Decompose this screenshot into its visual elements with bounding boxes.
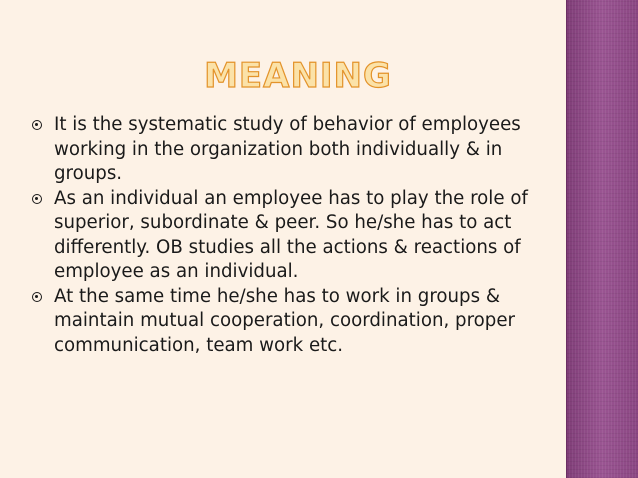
bullet-text: As an individual an employee has to play the role of superior, subordinate & peer. So he/she has to act differently. OB studies all the actions & reactions of employee as an individual. [54, 187, 528, 282]
sidebar-divider [566, 0, 567, 478]
bullet-item [32, 285, 532, 359]
bullet-item [32, 187, 532, 285]
decorative-sidebar [566, 0, 638, 478]
slide-title-text: MEANING [204, 56, 392, 96]
slide-title [0, 56, 566, 96]
bullet-item [32, 113, 532, 187]
circled-dot-bullet-icon [32, 120, 42, 130]
circled-dot-bullet-icon [32, 194, 42, 204]
circled-dot-bullet-icon [32, 292, 42, 302]
bullet-text: It is the systematic study of behavior of employees working in the organization both individually & in groups. [54, 114, 521, 184]
bullet-text: At the same time he/she has to work in groups & maintain mutual cooperation, coordination, proper communication, team work etc. [54, 285, 516, 356]
bullet-list [32, 113, 532, 358]
